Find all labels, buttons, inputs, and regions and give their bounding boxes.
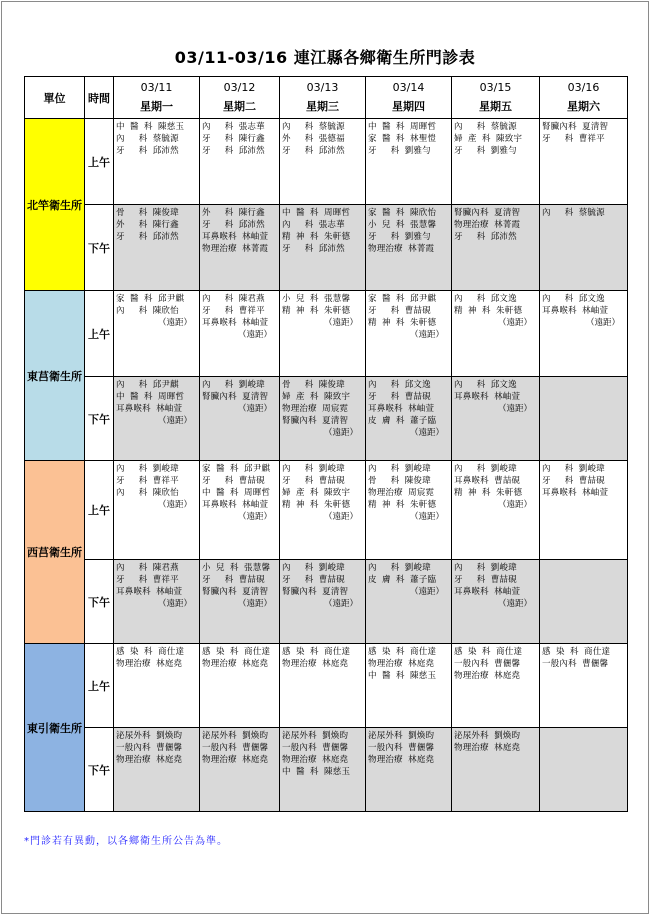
doctor-entry: 骨 科 陳俊瑋 [368, 476, 431, 486]
remote-note: （遠距） [497, 318, 532, 328]
doctor-entry: 一般內科 曹儷馨 [368, 743, 435, 753]
doctor-entry: 腎臟內科 夏清智 [202, 587, 269, 597]
doctor-entry: 牙 科 曹祥平 [542, 134, 605, 144]
doctor-entry: 感 染 科 商仕達 [454, 647, 523, 657]
table-row [25, 205, 628, 291]
doctor-entry: 耳鼻喉科 林岫萱 [454, 392, 521, 402]
schedule-cell [540, 728, 628, 812]
header-day-5 [540, 77, 628, 119]
remote-note: （遠距） [585, 318, 620, 328]
doctor-entry: 牙 科 曹喆硯 [454, 575, 517, 585]
header-weekday: 星期四 [392, 100, 425, 113]
header-unit: 單位 [25, 77, 85, 119]
header-weekday: 星期六 [567, 100, 600, 113]
remote-note: （遠距） [157, 416, 192, 426]
remote-note: （遠距） [497, 599, 532, 609]
doctor-entry: 耳鼻喉科 林岫萱 [542, 306, 609, 316]
doctor-entry: 感 染 科 商仕達 [202, 647, 271, 657]
doctor-entry: 物理治療 林庭堯 [454, 671, 521, 681]
doctor-entry: 內 科 蔡毓源 [454, 122, 517, 132]
schedule-cell [366, 644, 452, 728]
header-date: 03/13 [306, 81, 339, 94]
doctor-entry: 內 科 陳欣怡 [116, 488, 179, 498]
remote-note: （遠距） [323, 428, 358, 438]
doctor-entry: 腎臟內科 夏清智 [282, 416, 349, 426]
doctor-entry: 中 醫 科 周暉哲 [368, 122, 437, 132]
schedule-cell [540, 560, 628, 644]
doctor-entry: 牙 科 劉雅勻 [368, 232, 431, 242]
header-day-0 [114, 77, 200, 119]
doctor-entry: 耳鼻喉科 林岫萱 [202, 318, 269, 328]
doctor-entry: 腎臟內科 夏清智 [454, 208, 521, 218]
remote-note: （遠距） [323, 512, 358, 522]
doctor-entry: 物理治療 林菁霞 [202, 244, 269, 254]
doctor-entry: 牙 科 曹祥平 [202, 306, 265, 316]
schedule-cell [200, 728, 280, 812]
unit-name: 西莒衛生所 [25, 461, 85, 644]
doctor-entry: 泌尿外科 劉煥昀 [116, 731, 183, 741]
schedule-cell [452, 728, 540, 812]
table-row [25, 728, 628, 812]
doctor-entry: 內 科 邱文逸 [454, 380, 517, 390]
doctor-entry: 牙 科 曹喆硯 [368, 306, 431, 316]
schedule-cell [200, 205, 280, 291]
schedule-cell [280, 291, 366, 377]
table-row [25, 119, 628, 205]
doctor-entry: 物理治療 林菁霞 [368, 244, 435, 254]
schedule-cell [200, 377, 280, 461]
footnote: *門診若有異動，以各鄉衛生所公告為準。 [24, 836, 228, 847]
remote-note: （遠距） [157, 500, 192, 510]
doctor-entry: 物理治療 林菁霞 [454, 220, 521, 230]
time-am: 上午 [85, 291, 114, 377]
schedule-cell [114, 560, 200, 644]
doctor-entry: 中 醫 科 周暉哲 [116, 392, 185, 402]
doctor-entry: 婦 產 科 陳致宇 [454, 134, 523, 144]
doctor-entry: 腎臟內科 夏清智 [542, 122, 609, 132]
doctor-entry: 牙 科 邱沛然 [202, 146, 265, 156]
schedule-cell [200, 291, 280, 377]
doctor-entry: 泌尿外科 劉煥昀 [202, 731, 269, 741]
doctor-entry: 耳鼻喉科 林岫萱 [116, 404, 183, 414]
doctor-entry: 牙 科 曹喆硯 [202, 575, 265, 585]
schedule-cell [452, 119, 540, 205]
doctor-entry: 精 神 科 朱軒德 [282, 306, 351, 316]
time-pm: 下午 [85, 377, 114, 461]
table-row [25, 291, 628, 377]
time-am: 上午 [85, 119, 114, 205]
doctor-entry: 一般內科 曹儷馨 [282, 743, 349, 753]
schedule-cell [280, 560, 366, 644]
remote-note: （遠距） [409, 512, 444, 522]
remote-note: （遠距） [497, 500, 532, 510]
doctor-entry: 骨 科 陳俊瑋 [282, 380, 345, 390]
header-weekday: 星期五 [479, 100, 512, 113]
header-day-2 [280, 77, 366, 119]
doctor-entry: 牙 科 曹祥平 [116, 575, 179, 585]
doctor-entry: 小 兒 科 張慧馨 [282, 294, 351, 304]
doctor-entry: 內 科 劉峻瑋 [368, 563, 431, 573]
doctor-entry: 外 科 陳行鑫 [116, 220, 179, 230]
doctor-entry: 皮 膚 科 蕭子臨 [368, 575, 437, 585]
doctor-entry: 精 神 科 朱軒德 [282, 500, 351, 510]
schedule-cell [114, 461, 200, 560]
schedule-cell [366, 119, 452, 205]
doctor-entry: 內 科 陳君燕 [202, 294, 265, 304]
remote-note: （遠距） [409, 330, 444, 340]
remote-note: （遠距） [237, 404, 272, 414]
doctor-entry: 中 醫 科 陳慈玉 [282, 767, 351, 777]
schedule-cell [452, 461, 540, 560]
schedule-cell [280, 119, 366, 205]
doctor-entry: 牙 科 曹喆硯 [282, 476, 345, 486]
doctor-entry: 耳鼻喉科 林岫萱 [454, 587, 521, 597]
doctor-entry: 內 科 張志華 [202, 122, 265, 132]
doctor-entry: 牙 科 邱沛然 [202, 220, 265, 230]
doctor-entry: 內 科 邱文逸 [454, 294, 517, 304]
doctor-entry: 精 神 科 朱軒德 [454, 306, 523, 316]
table-row [25, 560, 628, 644]
doctor-entry: 一般內科 曹儷馨 [454, 659, 521, 669]
doctor-entry: 精 神 科 朱軒德 [368, 318, 437, 328]
doctor-entry: 牙 科 劉雅勻 [454, 146, 517, 156]
schedule-cell [540, 461, 628, 560]
doctor-entry: 一般內科 曹儷馨 [202, 743, 269, 753]
doctor-entry: 內 科 劉峻瑋 [368, 464, 431, 474]
doctor-entry: 腎臟內科 夏清智 [202, 392, 269, 402]
doctor-entry: 物理治療 林庭堯 [116, 659, 183, 669]
doctor-entry: 物理治療 林庭堯 [368, 659, 435, 669]
schedule-cell [280, 205, 366, 291]
doctor-entry: 內 科 邱尹麒 [116, 380, 179, 390]
doctor-entry: 內 科 劉峻瑋 [282, 464, 345, 474]
header-weekday: 星期二 [223, 100, 256, 113]
schedule-cell [200, 119, 280, 205]
doctor-entry: 物理治療 林庭堯 [368, 755, 435, 765]
doctor-entry: 耳鼻喉科 林岫萱 [368, 404, 435, 414]
remote-note: （遠距） [157, 318, 192, 328]
clinic-schedule-table [24, 76, 628, 812]
unit-name: 東莒衛生所 [25, 291, 85, 461]
doctor-entry: 牙 科 曹喆硯 [542, 476, 605, 486]
doctor-entry: 骨 科 陳俊瑋 [116, 208, 179, 218]
schedule-cell [366, 461, 452, 560]
doctor-entry: 內 科 劉峻瑋 [202, 380, 265, 390]
schedule-cell [540, 119, 628, 205]
doctor-entry: 精 神 科 朱軒德 [368, 500, 437, 510]
remote-note: （遠距） [237, 599, 272, 609]
doctor-entry: 內 科 劉峻瑋 [454, 464, 517, 474]
schedule-cell [280, 377, 366, 461]
header-day-4 [452, 77, 540, 119]
schedule-cell [366, 560, 452, 644]
time-am: 上午 [85, 644, 114, 728]
remote-note: （遠距） [409, 428, 444, 438]
doctor-entry: 感 染 科 商仕達 [542, 647, 611, 657]
doctor-entry: 物理治療 林庭堯 [116, 755, 183, 765]
doctor-entry: 牙 科 邱沛然 [282, 146, 345, 156]
doctor-entry: 精 神 科 朱軒德 [282, 232, 351, 242]
schedule-cell [366, 728, 452, 812]
time-pm: 下午 [85, 728, 114, 812]
doctor-entry: 耳鼻喉科 林岫萱 [116, 587, 183, 597]
header-row [25, 77, 628, 119]
doctor-entry: 牙 科 邱沛然 [116, 146, 179, 156]
header-date: 03/12 [223, 81, 256, 94]
doctor-entry: 內 科 劉峻瑋 [454, 563, 517, 573]
doctor-entry: 牙 科 劉雅勻 [368, 146, 431, 156]
doctor-entry: 內 科 陳君燕 [116, 563, 179, 573]
doctor-entry: 中 醫 科 陳慈玉 [116, 122, 185, 132]
schedule-cell [280, 644, 366, 728]
header-time: 時間 [85, 77, 114, 119]
doctor-entry: 物理治療 林庭堯 [202, 755, 269, 765]
doctor-entry: 物理治療 林庭堯 [282, 755, 349, 765]
schedule-cell [366, 205, 452, 291]
header-weekday: 星期一 [140, 100, 173, 113]
header-weekday: 星期三 [306, 100, 339, 113]
doctor-entry: 內 科 蔡毓源 [282, 122, 345, 132]
doctor-entry: 內 科 劉峻瑋 [116, 464, 179, 474]
header-day-1 [200, 77, 280, 119]
remote-note: （遠距） [323, 318, 358, 328]
doctor-entry: 牙 科 邱沛然 [116, 232, 179, 242]
doctor-entry: 內 科 邱文逸 [368, 380, 431, 390]
doctor-entry: 泌尿外科 劉煥昀 [454, 731, 521, 741]
doctor-entry: 家 醫 科 陳欣怡 [368, 208, 437, 218]
doctor-entry: 牙 科 曹喆硯 [282, 575, 345, 585]
schedule-cell [366, 377, 452, 461]
doctor-entry: 感 染 科 商仕達 [368, 647, 437, 657]
time-pm: 下午 [85, 205, 114, 291]
doctor-entry: 耳鼻喉科 林岫萱 [542, 488, 609, 498]
doctor-entry: 小 兒 科 張慧馨 [368, 220, 437, 230]
doctor-entry: 中 醫 科 周暉哲 [282, 208, 351, 218]
doctor-entry: 物理治療 周宸霓 [368, 488, 435, 498]
schedule-cell [540, 644, 628, 728]
doctor-entry: 外 科 張德福 [282, 134, 345, 144]
schedule-cell [114, 119, 200, 205]
header-date: 03/16 [567, 81, 600, 94]
schedule-cell [452, 644, 540, 728]
doctor-entry: 內 科 陳欣怡 [116, 306, 179, 316]
schedule-cell [540, 205, 628, 291]
page-title: 03/11-03/16 連江縣各鄉衛生所門診表 [174, 48, 476, 67]
header-date: 03/14 [392, 81, 425, 94]
unit-name: 北竿衛生所 [25, 119, 85, 291]
doctor-entry: 中 醫 科 陳慈玉 [368, 671, 437, 681]
doctor-entry: 一般內科 曹儷馨 [116, 743, 183, 753]
remote-note: （遠距） [237, 512, 272, 522]
doctor-entry: 耳鼻喉科 林岫萱 [202, 232, 269, 242]
doctor-entry: 牙 科 曹祥平 [116, 476, 179, 486]
doctor-entry: 感 染 科 商仕達 [282, 647, 351, 657]
doctor-entry: 泌尿外科 劉煥昀 [368, 731, 435, 741]
doctor-entry: 物理治療 林庭堯 [454, 743, 521, 753]
schedule-cell [452, 291, 540, 377]
doctor-entry: 內 科 劉峻瑋 [282, 563, 345, 573]
doctor-entry: 家 醫 科 邱尹麒 [368, 294, 437, 304]
header-date: 03/11 [140, 81, 173, 94]
doctor-entry: 耳鼻喉科 曹喆硯 [454, 476, 521, 486]
doctor-entry: 感 染 科 商仕達 [116, 647, 185, 657]
remote-note: （遠距） [237, 330, 272, 340]
doctor-entry: 皮 膚 科 蕭子臨 [368, 416, 437, 426]
schedule-cell [540, 377, 628, 461]
doctor-entry: 家 醫 科 邱尹麒 [202, 464, 271, 474]
schedule-cell [114, 377, 200, 461]
schedule-cell [452, 560, 540, 644]
header-date: 03/15 [479, 81, 512, 94]
schedule-cell [114, 728, 200, 812]
schedule-cell [114, 644, 200, 728]
doctor-entry: 牙 科 邱沛然 [454, 232, 517, 242]
schedule-cell [200, 644, 280, 728]
doctor-entry: 外 科 陳行鑫 [202, 208, 265, 218]
schedule-cell [280, 461, 366, 560]
schedule-cell [200, 560, 280, 644]
table-row [25, 644, 628, 728]
doctor-entry: 牙 科 曹喆硯 [202, 476, 265, 486]
schedule-cell [114, 205, 200, 291]
header-day-3 [366, 77, 452, 119]
doctor-entry: 內 科 蔡毓源 [116, 134, 179, 144]
doctor-entry: 物理治療 林庭堯 [282, 659, 349, 669]
doctor-entry: 牙 科 邱沛然 [282, 244, 345, 254]
remote-note: （遠距） [323, 599, 358, 609]
remote-note: （遠距） [409, 587, 444, 597]
doctor-entry: 物理治療 周宸霓 [282, 404, 349, 414]
doctor-entry: 小 兒 科 張慧馨 [202, 563, 271, 573]
doctor-entry: 內 科 張志華 [282, 220, 345, 230]
doctor-entry: 內 科 蔡毓源 [542, 208, 605, 218]
unit-name: 東引衛生所 [25, 644, 85, 812]
remote-note: （遠距） [157, 599, 192, 609]
doctor-entry: 耳鼻喉科 林岫萱 [202, 500, 269, 510]
doctor-entry: 中 醫 科 周暉哲 [202, 488, 271, 498]
time-am: 上午 [85, 461, 114, 560]
doctor-entry: 內 科 劉峻瑋 [542, 464, 605, 474]
time-pm: 下午 [85, 560, 114, 644]
schedule-cell [280, 728, 366, 812]
schedule-cell [452, 377, 540, 461]
table-row [25, 461, 628, 560]
doctor-entry: 精 神 科 朱軒德 [454, 488, 523, 498]
doctor-entry: 牙 科 陳行鑫 [202, 134, 265, 144]
remote-note: （遠距） [497, 404, 532, 414]
doctor-entry: 泌尿外科 劉煥昀 [282, 731, 349, 741]
schedule-cell [200, 461, 280, 560]
doctor-entry: 腎臟內科 夏清智 [282, 587, 349, 597]
schedule-cell [452, 205, 540, 291]
doctor-entry: 牙 科 曹喆硯 [368, 392, 431, 402]
doctor-entry: 婦 產 科 陳致宇 [282, 392, 351, 402]
doctor-entry: 家 醫 科 邱尹麒 [116, 294, 185, 304]
doctor-entry: 家 醫 科 林聖愷 [368, 134, 437, 144]
doctor-entry: 婦 產 科 陳致宇 [282, 488, 351, 498]
doctor-entry: 物理治療 林庭堯 [202, 659, 269, 669]
schedule-cell [366, 291, 452, 377]
table-row [25, 377, 628, 461]
doctor-entry: 內 科 邱文逸 [542, 294, 605, 304]
schedule-cell [114, 291, 200, 377]
doctor-entry: 一般內科 曹儷馨 [542, 659, 609, 669]
schedule-cell [540, 291, 628, 377]
